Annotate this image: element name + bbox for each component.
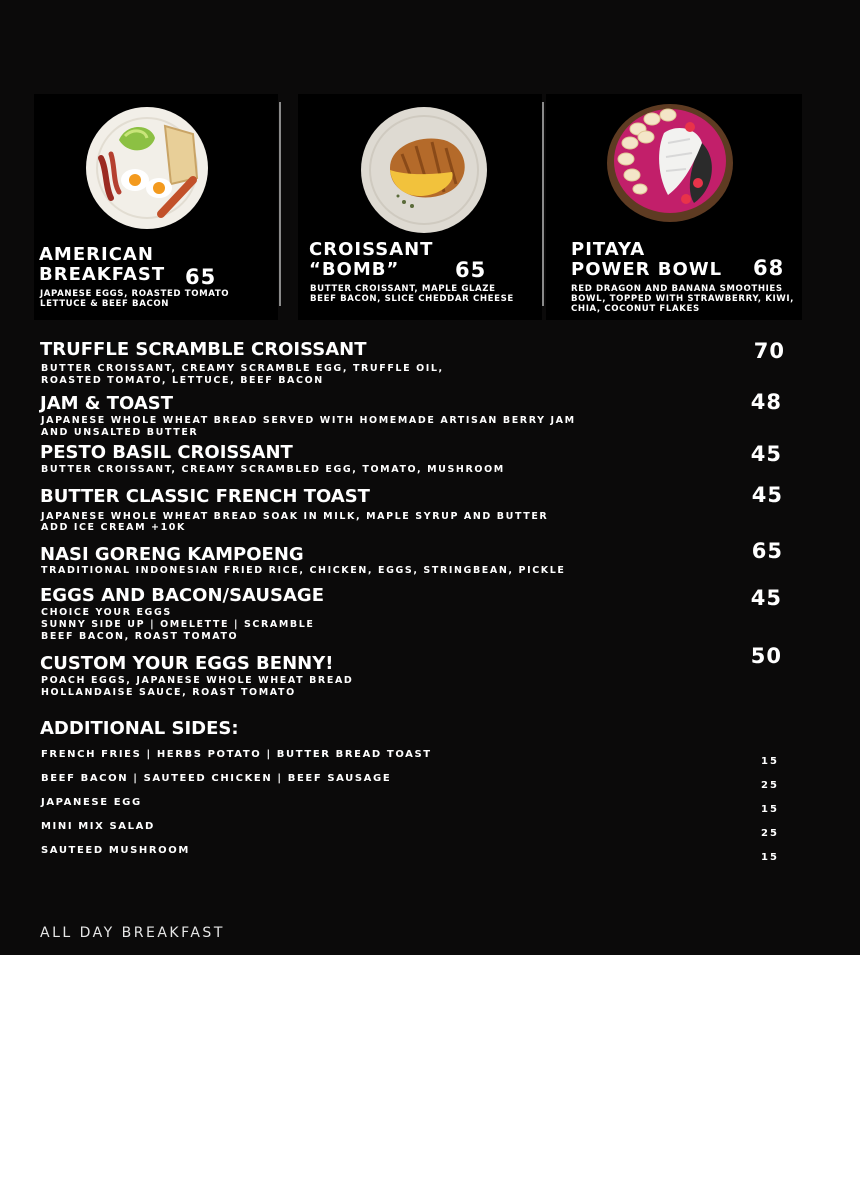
menu-item-description: HOLLANDAISE SAUCE, ROAST TOMATO [41,687,296,698]
menu-item-description: BUTTER CROISSANT, CREAMY SCRAMBLED EGG, TOMATO, MUSHROOM [41,464,505,475]
side-price: 15 [761,804,779,815]
menu-footer-title: ALL DAY BREAKFAST [40,925,225,941]
menu-item-description: CHOICE YOUR EGGS [41,607,172,618]
menu-item-name: EGGS AND BACON/SAUSAGE [40,585,325,606]
menu-item-description: JAPANESE WHOLE WHEAT BREAD SOAK IN MILK, MAPLE SYRUP AND BUTTER [41,511,549,522]
side-price: 15 [761,756,779,767]
menu-item-description: TRADITIONAL INDONESIAN FRIED RICE, CHICKEN, EGGS, STRINGBEAN, PICKLE [41,565,566,576]
menu-item-name: JAM & TOAST [40,393,174,414]
menu-item-price: 70 [753,339,785,363]
featured-name-line1: CROISSANT [309,239,434,260]
menu-item-name: BUTTER CLASSIC FRENCH TOAST [40,486,370,507]
side-price: 15 [761,852,779,863]
menu-item-name: PESTO BASIL CROISSANT [40,442,293,463]
side-item: FRENCH FRIES | HERBS POTATO | BUTTER BREAD TOAST [41,749,432,760]
featured-description: LETTUCE & BEEF BACON [40,299,170,309]
menu-item-description: BEEF BACON, ROAST TOMATO [41,631,239,642]
menu-item-description: AND UNSALTED BUTTER [41,427,199,438]
menu-item-name: NASI GORENG KAMPOENG [40,544,304,565]
featured-description: BOWL, TOPPED WITH STRAWBERRY, KIWI, [571,294,795,304]
sides-title: ADDITIONAL SIDES: [40,718,239,739]
featured-description: CHIA, COCONUT FLAKES [571,304,700,314]
menu-item-name: CUSTOM YOUR EGGS BENNY! [40,653,334,674]
menu-item-description: SUNNY SIDE UP | OMELETTE | SCRAMBLE [41,619,315,630]
croissant-plate-icon [360,106,488,234]
featured-price: 65 [185,265,217,289]
side-item: BEEF BACON | SAUTEED CHICKEN | BEEF SAUSAGE [41,773,392,784]
featured-description: JAPANESE EGGS, ROASTED TOMATO [40,289,230,299]
featured-description: BEEF BACON, SLICE CHEDDAR CHEESE [310,294,514,304]
menu-item-price: 45 [750,442,782,466]
menu-item-price: 50 [750,644,782,668]
menu-item-description: ADD ICE CREAM +10K [41,522,186,533]
menu-item-name: TRUFFLE SCRAMBLE CROISSANT [40,339,367,360]
featured-price: 65 [455,258,487,282]
side-item: SAUTEED MUSHROOM [41,845,190,856]
menu-item-description: POACH EGGS, JAPANESE WHOLE WHEAT BREAD [41,675,354,686]
menu-item-description: ROASTED TOMATO, LETTUCE, BEEF BACON [41,375,324,386]
featured-name-line1: PITAYA [571,239,646,260]
featured-name-line2: POWER BOWL [571,259,723,280]
menu-item-description: BUTTER CROISSANT, CREAMY SCRAMBLE EGG, TRUFFLE OIL, [41,363,444,374]
american-breakfast-plate-icon [85,106,209,230]
side-price: 25 [761,828,779,839]
featured-price: 68 [753,256,785,280]
divider [279,102,281,306]
smoothie-bowl-icon [606,103,734,223]
side-price: 25 [761,780,779,791]
featured-name-line2: “BOMB” [309,259,400,280]
menu-item-description: JAPANESE WHOLE WHEAT BREAD SERVED WITH HOMEMADE ARTISAN BERRY JAM [41,415,576,426]
featured-description: RED DRAGON AND BANANA SMOOTHIES [571,284,783,294]
menu-item-price: 65 [751,539,783,563]
side-item: MINI MIX SALAD [41,821,155,832]
menu-item-price: 45 [751,483,783,507]
divider [542,102,544,306]
menu-item-price: 48 [750,390,782,414]
featured-name-line1: AMERICAN [39,244,154,265]
featured-description: BUTTER CROISSANT, MAPLE GLAZE [310,284,496,294]
side-item: JAPANESE EGG [41,797,142,808]
menu-item-price: 45 [750,586,782,610]
featured-name-line2: BREAKFAST [39,264,166,285]
